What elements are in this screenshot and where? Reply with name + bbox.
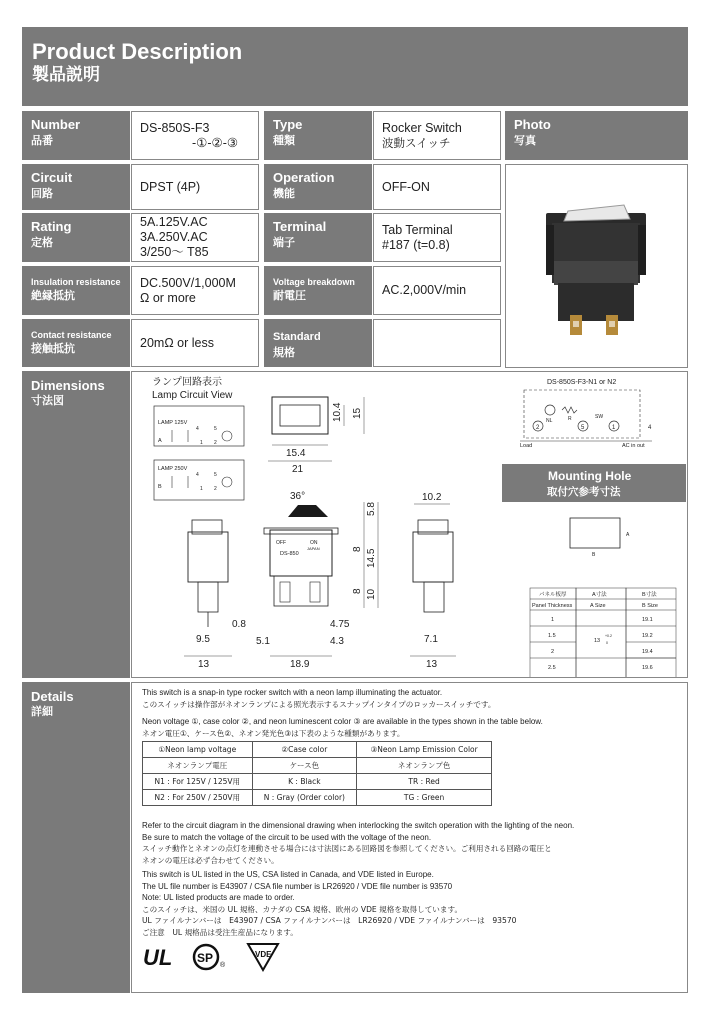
svg-text:B Size: B Size — [642, 603, 658, 609]
dimension-drawing-svg — [132, 372, 687, 677]
svg-text:19.4: 19.4 — [642, 649, 653, 655]
details-text: スイッチ動作とネオンの点灯を連動させる場合には寸法図にある回路図を参照してください。ご利用される回路の電圧と — [142, 844, 552, 853]
svg-text:4.75: 4.75 — [330, 619, 350, 630]
details-text: Neon voltage ①, case color ②, and neon luminescent color ③ are available in the types shown in the table below. — [142, 717, 543, 726]
svg-text:7.1: 7.1 — [424, 634, 438, 645]
circuit-title: DS-850S-F3-N1 or N2 — [547, 379, 617, 386]
standard-label: Standard 規格 — [264, 319, 372, 367]
terminal-value: Tab Terminal #187 (t=0.8) — [373, 213, 501, 262]
svg-text:0.8: 0.8 — [232, 619, 246, 630]
svg-text:4: 4 — [196, 426, 199, 432]
lamp-a-label: LAMP 125V — [158, 420, 188, 426]
svg-text:5: 5 — [214, 426, 217, 432]
svg-text:ON: ON — [310, 540, 318, 546]
rating-value: 5A.125V.AC 3A.250V.AC 3/250～ T85 — [131, 213, 259, 262]
voltage-value: AC.2,000V/min — [373, 266, 501, 315]
svg-text:1.5: 1.5 — [548, 633, 556, 639]
svg-text:4.3: 4.3 — [330, 636, 344, 647]
svg-text:4: 4 — [648, 425, 652, 431]
details-text: Refer to the circuit diagram in the dimensional drawing when interlocking the switch operation with the lighting of the neon. — [142, 821, 575, 830]
insulation-label: Insulation resistance 絶縁抵抗 — [22, 266, 130, 315]
svg-text:OFF: OFF — [276, 540, 286, 546]
photo-label: Photo 写真 — [505, 111, 688, 160]
svg-text:+0.2: +0.2 — [605, 634, 612, 638]
svg-text:21: 21 — [292, 464, 304, 475]
details-text: Note: UL listed products are made to order. — [142, 893, 295, 902]
svg-text:SW: SW — [595, 414, 604, 420]
svg-text:A Size: A Size — [590, 603, 606, 609]
svg-text:R: R — [568, 416, 572, 422]
details-text: This switch is a snap-in type rocker switch with a neon lamp illuminating the actuator. — [142, 688, 443, 697]
svg-text:A: A — [626, 532, 630, 538]
svg-text:1: 1 — [551, 617, 555, 623]
details-text: This switch is UL listed in the US, CSA listed in Canada, and VDE listed in Europe. — [142, 870, 434, 879]
svg-text:4: 4 — [196, 472, 199, 478]
details-text: Be sure to match the voltage of the circuit to be used with the voltage of the neon. — [142, 832, 432, 842]
rating-label: Rating 定格 — [22, 213, 130, 262]
svg-text:10.4: 10.4 — [332, 402, 343, 422]
svg-text:9.5: 9.5 — [196, 634, 210, 645]
variant-table: ①Neon lamp voltage ②Case color ③Neon Lamp Emission Color ネオンランプ電圧 ケース色 ネオンランプ色 N1 : For 125V / 125V用 K : Black TR : Red N2 : For 250V / 250V用 N : Gray (Order color) TG : Green — [142, 741, 492, 806]
svg-text:8: 8 — [352, 546, 363, 552]
page-title-jp: 製品説明 — [32, 65, 100, 85]
details-text: ご注意 UL 規格品は受注生産品になります。 — [142, 927, 298, 937]
terminal-label: Terminal 端子 — [264, 213, 372, 262]
svg-text:36°: 36° — [290, 491, 306, 502]
svg-text:5: 5 — [214, 472, 217, 478]
page-title: Product Description — [32, 39, 243, 64]
product-photo — [505, 164, 688, 368]
svg-text:®: ® — [220, 962, 226, 969]
insulation-value: DC.500V/1,000M Ω or more — [131, 266, 259, 315]
lamp-b-label: LAMP 250V — [158, 466, 188, 472]
svg-text:B寸法: B寸法 — [642, 592, 657, 598]
svg-text:A寸法: A寸法 — [592, 592, 607, 598]
lamp-title-en: Lamp Circuit View — [152, 390, 233, 401]
details-text: ネオン電圧①、ケース色②、ネオン発光色③は下表のような種類があります。 — [142, 728, 405, 738]
svg-text:5: 5 — [581, 425, 585, 431]
svg-text:VDE: VDE — [255, 950, 272, 959]
rocker-switch-photo — [506, 165, 687, 367]
svg-text:1: 1 — [612, 425, 616, 431]
operation-label: Operation 機能 — [264, 164, 372, 210]
svg-text:8: 8 — [352, 588, 363, 594]
page-header — [22, 27, 688, 106]
circuit-value: DPST (4P) — [131, 164, 259, 210]
certification-logos — [142, 942, 677, 972]
svg-text:2: 2 — [214, 486, 217, 492]
ul-logo-icon — [142, 944, 178, 970]
svg-text:10.2: 10.2 — [422, 492, 442, 503]
mounting-title: Mounting Hole — [548, 469, 632, 483]
details-text: このスイッチは、米国の UL 規格、カナダの CSA 規格、欧州の VDE 規格を取得しています。 — [142, 904, 463, 914]
lamp-b-letter: B — [158, 484, 162, 490]
svg-text:JAPAN: JAPAN — [307, 546, 320, 551]
svg-text:2: 2 — [214, 440, 217, 446]
svg-text:15: 15 — [352, 407, 363, 419]
svg-text:18.9: 18.9 — [290, 659, 310, 670]
number-label: Number 品番 — [22, 111, 130, 160]
vde-logo-icon — [246, 942, 280, 972]
svg-text:B: B — [592, 552, 596, 558]
csa-logo-icon — [192, 943, 232, 971]
svg-text:0: 0 — [606, 641, 608, 645]
svg-text:13: 13 — [198, 659, 210, 670]
svg-text:Load: Load — [520, 443, 533, 449]
dimensions-label: Dimensions 寸法図 — [22, 371, 130, 678]
details-text: The UL file number is E43907 / CSA file number is LR26920 / VDE file number is 93570 — [142, 881, 453, 891]
svg-text:2: 2 — [536, 425, 540, 431]
details-text: ネオンの電圧は必ず合わせてください。 — [142, 855, 279, 865]
svg-text:SP: SP — [197, 951, 214, 965]
svg-text:19.6: 19.6 — [642, 665, 653, 671]
details-label: Details 詳細 — [22, 682, 130, 993]
contact-value: 20mΩ or less — [131, 319, 259, 367]
svg-text:13: 13 — [594, 638, 601, 644]
svg-text:1: 1 — [200, 486, 203, 492]
svg-text:10: 10 — [366, 588, 377, 600]
mounting-title-jp: 取付穴参考寸法 — [547, 486, 621, 498]
svg-text:パネル板厚: パネル板厚 — [539, 592, 567, 598]
type-label: Type 種類 — [264, 111, 372, 160]
contact-label: Contact resistance 接触抵抗 — [22, 319, 130, 367]
svg-text:2: 2 — [551, 649, 555, 655]
lamp-title-jp: ランプ回路表示 — [152, 377, 222, 388]
number-value: DS-850S-F3 -①-②-③ — [131, 111, 259, 160]
voltage-label: Voltage breakdown 耐電圧 — [264, 266, 372, 315]
lamp-a-letter: A — [158, 438, 162, 444]
details-text: このスイッチは操作部がネオンランプによる照光表示するスナップインタイプのロッカースイッチです。 — [142, 699, 496, 709]
svg-text:5.1: 5.1 — [256, 636, 270, 647]
svg-text:NL: NL — [546, 418, 553, 424]
standard-value — [373, 319, 501, 367]
svg-text:19.1: 19.1 — [642, 617, 653, 623]
svg-text:5.8: 5.8 — [366, 502, 377, 516]
svg-text:14.5: 14.5 — [366, 548, 377, 568]
svg-text:15.4: 15.4 — [286, 448, 306, 459]
details-text: UL ファイルナンバーは E43907 / CSA ファイルナンバーは LR26920 / VDE ファイルナンバーは 93570 — [142, 916, 517, 925]
svg-text:1: 1 — [200, 440, 203, 446]
svg-text:13: 13 — [426, 659, 438, 670]
svg-text:AC in out: AC in out — [622, 443, 645, 449]
type-value: Rocker Switch 波動スイッチ — [373, 111, 501, 160]
svg-text:2.5: 2.5 — [548, 665, 556, 671]
svg-text:UL: UL — [143, 945, 173, 970]
dimensions-drawing — [131, 371, 688, 678]
details-content — [131, 682, 688, 993]
svg-text:Panel Thickness: Panel Thickness — [532, 603, 573, 609]
svg-text:19.2: 19.2 — [642, 633, 653, 639]
svg-text:DS-850: DS-850 — [280, 551, 299, 557]
circuit-label: Circuit 回路 — [22, 164, 130, 210]
operation-value: OFF-ON — [373, 164, 501, 210]
